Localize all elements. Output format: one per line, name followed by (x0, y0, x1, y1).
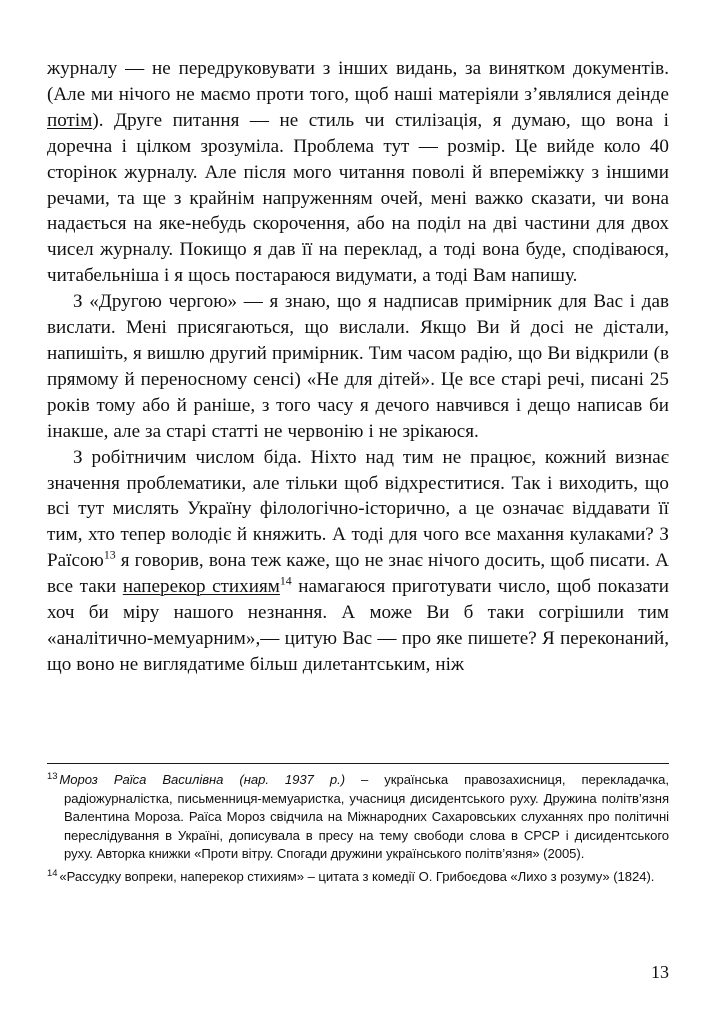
footnote-13-number: 13 (47, 769, 58, 781)
footnote-14 (47, 868, 669, 887)
paragraph-3-segment-3: я говорив, вона теж каже, що не знає нічого досить, щоб писати. А все таки (47, 550, 669, 598)
paragraph-1-segment-1: журналу — не передруковувати з інших видань, за винятком документів. (Але ми нічого не маємо проти того, щоб наші матеріяли з’являлися деінде (47, 58, 669, 105)
footnotes-section (47, 763, 669, 891)
footnote-reference-13[interactable]: 13 (103, 547, 116, 562)
paragraph-3-segment-1: З робітничим числом біда. Ніхто над тим не працює, кожний визнає значення проблематики, але тільки щоб відхреститися. Так і виходить, що всі тут мислять Україну філологічно-історично, а це означає віддавати її тим, хто тепер володіє й княжить. А тоді для чого все махання кулаками? З Раїсою (47, 446, 669, 572)
footnote-14-number: 14 (47, 866, 58, 878)
underlined-word-potim: потім (47, 109, 93, 131)
paragraph-1 (47, 56, 669, 289)
body-text-block (47, 56, 669, 678)
paragraph-2-segment-1: З «Другою чергою» — я знаю, що я надписав примірник для Вас і дав вислати. Мені присягаються, що вислали. Якщо Ви й досі не дістали, напишіть, я вишлю другий примірник. Тим часом радію, що Ви відкрили (в прямому й переносному сенсі) «Не для дітей». Це все старі речі, писані 25 років тому або й раніше, з того часу я дечого навчився і дещо написав би інакше, але за старі статті не червонію і не зрікаюся. (47, 291, 669, 442)
paragraph-3-segment-6: намагаюся приготувати число, щоб показати хоч би міру нашого незнання. А може Ви б таки согрішили тим «аналітично-мемуарним»,— цитую Вас — про яке пишете? Я переконаний, що воно не виглядатиме більш дилетантським, ніж (47, 576, 669, 675)
footnote-13 (47, 771, 669, 864)
footnote-reference-14[interactable]: 14 (279, 573, 292, 588)
page-number: 13 (651, 962, 669, 982)
paragraph-2 (47, 289, 669, 444)
footnote-separator-rule (47, 763, 669, 764)
paragraph-1-segment-3: ). Друге питання — не стиль чи стилізація, я думаю, що вона і доречна і цілком зрозуміла. Проблема тут — розмір. Це вийде коло 40 сторінок журналу. Але після мого читання поволі й впереміжку з іншими речами, та ще з крайнім напруженням очей, мені важко сказати, чи вона надається на яке-небудь скорочення, або на поділ на дві частини для двох чисел журналу. Покищо я дав її на переклад, а тоді вона буде, сподіваюся, читабельніша і я щось постараюся видумати, а тоді Вам напишу. (47, 109, 669, 287)
underlined-phrase-naperekor-stykhiyam: наперекор стихиям (122, 576, 280, 598)
footnote-13-italic-lead: Мороз Раїса Василівна (нар. 1937 р.) (59, 772, 346, 787)
footnote-13-text: – українська правозахисниця, перекладачка, радіожурналістка, письменниця-мемуаристка, учасниця дисидентського руху. Дружина політв’язня Валентина Мороза. Раїса Мороз свідчила на Міжнародних Сахаровських слуханнях про політичні переслідування в Україні, дописувала в пресу на тему свободи слова в СРСР і дисидентського руху. Авторка книжки «Проти вітру. Спогади дружини українського політв’язня» (2005). (64, 772, 669, 862)
paragraph-3 (47, 445, 669, 678)
footnote-14-text: «Рассудку вопреки, наперекор стихиям» – цитата з комедії О. Грибоєдова «Лихо з розуму» (1824). (59, 868, 655, 884)
